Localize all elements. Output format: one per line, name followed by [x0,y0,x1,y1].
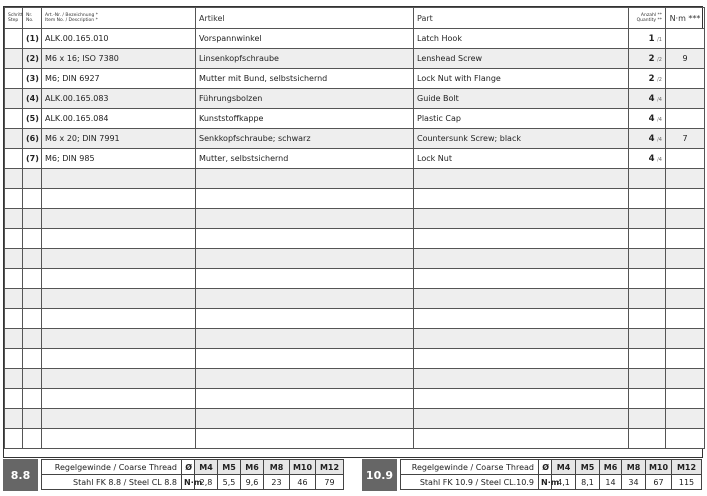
qty-header [629,8,666,29]
part-cell: Lock Nut with Flange [414,69,629,89]
table-row [5,89,705,109]
empty-cell [414,389,629,409]
empty-cell [666,349,705,369]
empty-cell [5,189,23,209]
artikel-header-label: Artikel [199,13,225,23]
empty-cell [666,229,705,249]
empty-cell [629,209,666,229]
part-cell: Lock Nut [414,149,629,169]
table-row [5,49,705,69]
empty-cell [414,429,629,449]
size-m4-10-9: M4 [552,460,576,475]
part-header-label: Part [417,13,433,23]
empty-cell [5,349,23,369]
empty-cell [666,209,705,229]
size-m4-8-8: M4 [195,460,218,475]
empty-cell [629,189,666,209]
step-cell [5,149,23,169]
empty-cell [196,409,414,429]
empty-cell [666,409,705,429]
qty-cell [629,109,666,129]
empty-row [5,369,705,389]
torque-m8-10-9: 34 [622,475,646,490]
empty-cell [666,269,705,289]
empty-cell [629,409,666,429]
empty-row [5,389,705,409]
nr-cell: (4) [23,89,42,109]
empty-cell [196,389,414,409]
empty-row [5,169,705,189]
qty-total: /4 [657,136,662,143]
steel-label-8-8: Stahl FK 8.8 / Steel CL 8.8 [42,475,182,490]
empty-row [5,349,705,369]
empty-cell [23,369,42,389]
empty-cell [42,369,196,389]
empty-cell [196,429,414,449]
nm-cell [666,89,705,109]
empty-cell [42,209,196,229]
empty-cell [23,189,42,209]
empty-cell [5,409,23,429]
table-row [5,149,705,169]
empty-cell [196,189,414,209]
empty-cell [42,249,196,269]
table-header-row [5,8,705,29]
torque-m12-10-9: 115 [672,475,702,490]
empty-cell [666,369,705,389]
qty-cell [629,149,666,169]
empty-cell [414,369,629,389]
empty-cell [23,249,42,269]
nm-cell [666,149,705,169]
artikel-cell: Vorspannwinkel [196,29,414,49]
torque-m8-8-8: 23 [264,475,290,490]
empty-cell [5,289,23,309]
empty-row [5,229,705,249]
qty-cell [629,129,666,149]
empty-cell [629,229,666,249]
empty-cell [196,329,414,349]
artikel-cell: Mutter, selbstsichernd [196,149,414,169]
parts-rows [5,29,705,449]
empty-cell [414,329,629,349]
empty-cell [42,329,196,349]
empty-cell [666,329,705,349]
nm-cell: 7 [666,129,705,149]
size-m5-10-9: M5 [576,460,600,475]
empty-cell [23,229,42,249]
qty-total: /4 [657,156,662,163]
parts-table [4,7,705,449]
torque-m6-8-8: 9,6 [241,475,264,490]
dia-symbol-10-9: Ø [539,460,552,475]
grade-badge-8-8: 8.8 [3,459,38,491]
nr-header-en: No. [26,18,34,23]
qty-value: 2 [648,73,655,84]
empty-cell [629,389,666,409]
item-cell: M6; DIN 985 [42,149,196,169]
artikel-cell: Kunststoffkappe [196,109,414,129]
step-cell [5,69,23,89]
size-m12-8-8: M12 [316,460,344,475]
artikel-cell: Senkkopfschraube; schwarz [196,129,414,149]
qty-total: /2 [657,76,662,83]
step-cell [5,29,23,49]
table-row [5,69,705,89]
empty-cell [414,209,629,229]
empty-cell [666,389,705,409]
artikel-cell: Linsenkopfschraube [196,49,414,69]
part-cell: Countersunk Screw; black [414,129,629,149]
torque-table-8-8 [3,459,343,491]
nr-cell: (6) [23,129,42,149]
empty-cell [5,429,23,449]
empty-row [5,249,705,269]
step-header [5,8,23,29]
empty-row [5,269,705,289]
part-header [414,8,629,29]
empty-cell [629,249,666,269]
empty-cell [414,349,629,369]
empty-cell [23,349,42,369]
empty-cell [23,169,42,189]
empty-row [5,289,705,309]
empty-cell [196,369,414,389]
step-header-en: Step [8,18,19,23]
empty-cell [629,169,666,189]
item-cell: M6 x 16; ISO 7380 [42,49,196,69]
step-cell [5,109,23,129]
empty-cell [414,409,629,429]
size-m10-10-9: M10 [646,460,672,475]
qty-value: 2 [648,53,655,64]
empty-row [5,329,705,349]
table-row [5,29,705,49]
nr-cell: (2) [23,49,42,69]
part-cell: Plastic Cap [414,109,629,129]
empty-cell [23,429,42,449]
torque-m4-8-8: 2,8 [195,475,218,490]
nm-header-label: N·m *** [669,13,701,23]
empty-cell [666,309,705,329]
part-cell: Latch Hook [414,29,629,49]
thread-label-8-8: Regelgewinde / Coarse Thread [42,460,182,475]
step-header-de: Schritt [8,13,23,18]
empty-cell [42,189,196,209]
empty-cell [23,389,42,409]
qty-value: 4 [648,93,655,104]
torque-m10-8-8: 46 [290,475,316,490]
item-header-en: Item No. / Description * [45,18,98,23]
qty-cell [629,89,666,109]
item-cell: M6 x 20; DIN 7991 [42,129,196,149]
empty-row [5,189,705,209]
empty-cell [414,249,629,269]
torque-grid-10-9 [400,459,702,490]
qty-total: /4 [657,116,662,123]
empty-cell [196,309,414,329]
nm-cell [666,69,705,89]
empty-cell [629,269,666,289]
empty-cell [23,289,42,309]
qty-value: 4 [648,113,655,124]
thread-label-10-9: Regelgewinde / Coarse Thread [401,460,539,475]
torque-m12-8-8: 79 [316,475,344,490]
artikel-header [196,8,414,29]
unit-label-8-8: N·m [182,475,195,490]
empty-cell [414,309,629,329]
nr-cell: (7) [23,149,42,169]
empty-cell [196,269,414,289]
part-cell: Guide Bolt [414,89,629,109]
torque-m6-10-9: 14 [600,475,622,490]
empty-row [5,409,705,429]
torque-table-10-9 [362,459,702,491]
item-cell: M6; DIN 6927 [42,69,196,89]
item-cell: ALK.00.165.084 [42,109,196,129]
empty-cell [42,409,196,429]
empty-cell [23,209,42,229]
empty-cell [42,349,196,369]
torque-m10-10-9: 67 [646,475,672,490]
unit-label-10-9: N·m [539,475,552,490]
empty-cell [629,429,666,449]
empty-cell [5,369,23,389]
size-m8-10-9: M8 [622,460,646,475]
empty-row [5,209,705,229]
nm-cell [666,29,705,49]
empty-cell [629,289,666,309]
item-header [42,8,196,29]
parts-list-sheet [3,6,703,458]
empty-cell [196,229,414,249]
empty-cell [666,289,705,309]
empty-cell [414,169,629,189]
empty-cell [5,269,23,289]
artikel-cell: Mutter mit Bund, selbstsichernd [196,69,414,89]
empty-row [5,429,705,449]
size-m6-10-9: M6 [600,460,622,475]
empty-cell [5,329,23,349]
qty-value: 4 [648,133,655,144]
empty-cell [629,349,666,369]
nr-cell: (1) [23,29,42,49]
size-m12-10-9: M12 [672,460,702,475]
item-header-de: Art.-Nr. / Bezeichnung * [45,13,99,18]
step-cell [5,129,23,149]
nm-header [666,8,705,29]
empty-cell [23,409,42,429]
empty-cell [42,389,196,409]
empty-cell [666,429,705,449]
empty-cell [666,169,705,189]
torque-m5-8-8: 5,5 [218,475,241,490]
part-cell: Lenshead Screw [414,49,629,69]
size-m10-8-8: M10 [290,460,316,475]
empty-cell [196,169,414,189]
torque-grid-8-8 [41,459,344,490]
nr-cell: (3) [23,69,42,89]
nr-header-de: Nr. [26,13,33,18]
step-cell [5,89,23,109]
empty-cell [42,269,196,289]
nm-cell [666,109,705,129]
artikel-cell: Führungsbolzen [196,89,414,109]
table-row [5,129,705,149]
empty-cell [196,249,414,269]
qty-total: /2 [657,56,662,63]
size-m5-8-8: M5 [218,460,241,475]
table-row [5,109,705,129]
empty-cell [5,229,23,249]
empty-cell [666,249,705,269]
empty-cell [414,289,629,309]
qty-cell [629,29,666,49]
size-m8-8-8: M8 [264,460,290,475]
qty-cell [629,69,666,89]
empty-cell [42,169,196,189]
qty-value: 1 [648,33,655,44]
empty-row [5,309,705,329]
empty-cell [5,389,23,409]
empty-cell [196,209,414,229]
empty-cell [414,189,629,209]
qty-header-en: Quantity ** [636,18,662,23]
empty-cell [23,329,42,349]
empty-cell [629,329,666,349]
qty-value: 4 [648,153,655,164]
empty-cell [5,169,23,189]
qty-header-de: Anzahl ** [640,13,662,18]
nr-cell: (5) [23,109,42,129]
grade-badge-10-9: 10.9 [362,459,397,491]
empty-cell [42,289,196,309]
item-cell: ALK.00.165.083 [42,89,196,109]
empty-cell [5,209,23,229]
qty-total: /4 [657,96,662,103]
dia-symbol-8-8: Ø [182,460,195,475]
empty-cell [666,189,705,209]
size-m6-8-8: M6 [241,460,264,475]
empty-cell [42,309,196,329]
empty-cell [629,369,666,389]
empty-cell [42,229,196,249]
empty-cell [42,429,196,449]
empty-cell [23,269,42,289]
empty-cell [414,229,629,249]
qty-cell [629,49,666,69]
empty-cell [196,289,414,309]
nr-header [23,8,42,29]
empty-cell [23,309,42,329]
step-cell [5,49,23,69]
empty-cell [5,249,23,269]
torque-m5-10-9: 8,1 [576,475,600,490]
qty-total: /1 [657,36,662,43]
item-cell: ALK.00.165.010 [42,29,196,49]
nm-cell: 9 [666,49,705,69]
steel-label-10-9: Stahl FK 10.9 / Steel CL.10.9 [401,475,539,490]
torque-m4-10-9: 4,1 [552,475,576,490]
empty-cell [5,309,23,329]
empty-cell [414,269,629,289]
empty-cell [629,309,666,329]
empty-cell [196,349,414,369]
